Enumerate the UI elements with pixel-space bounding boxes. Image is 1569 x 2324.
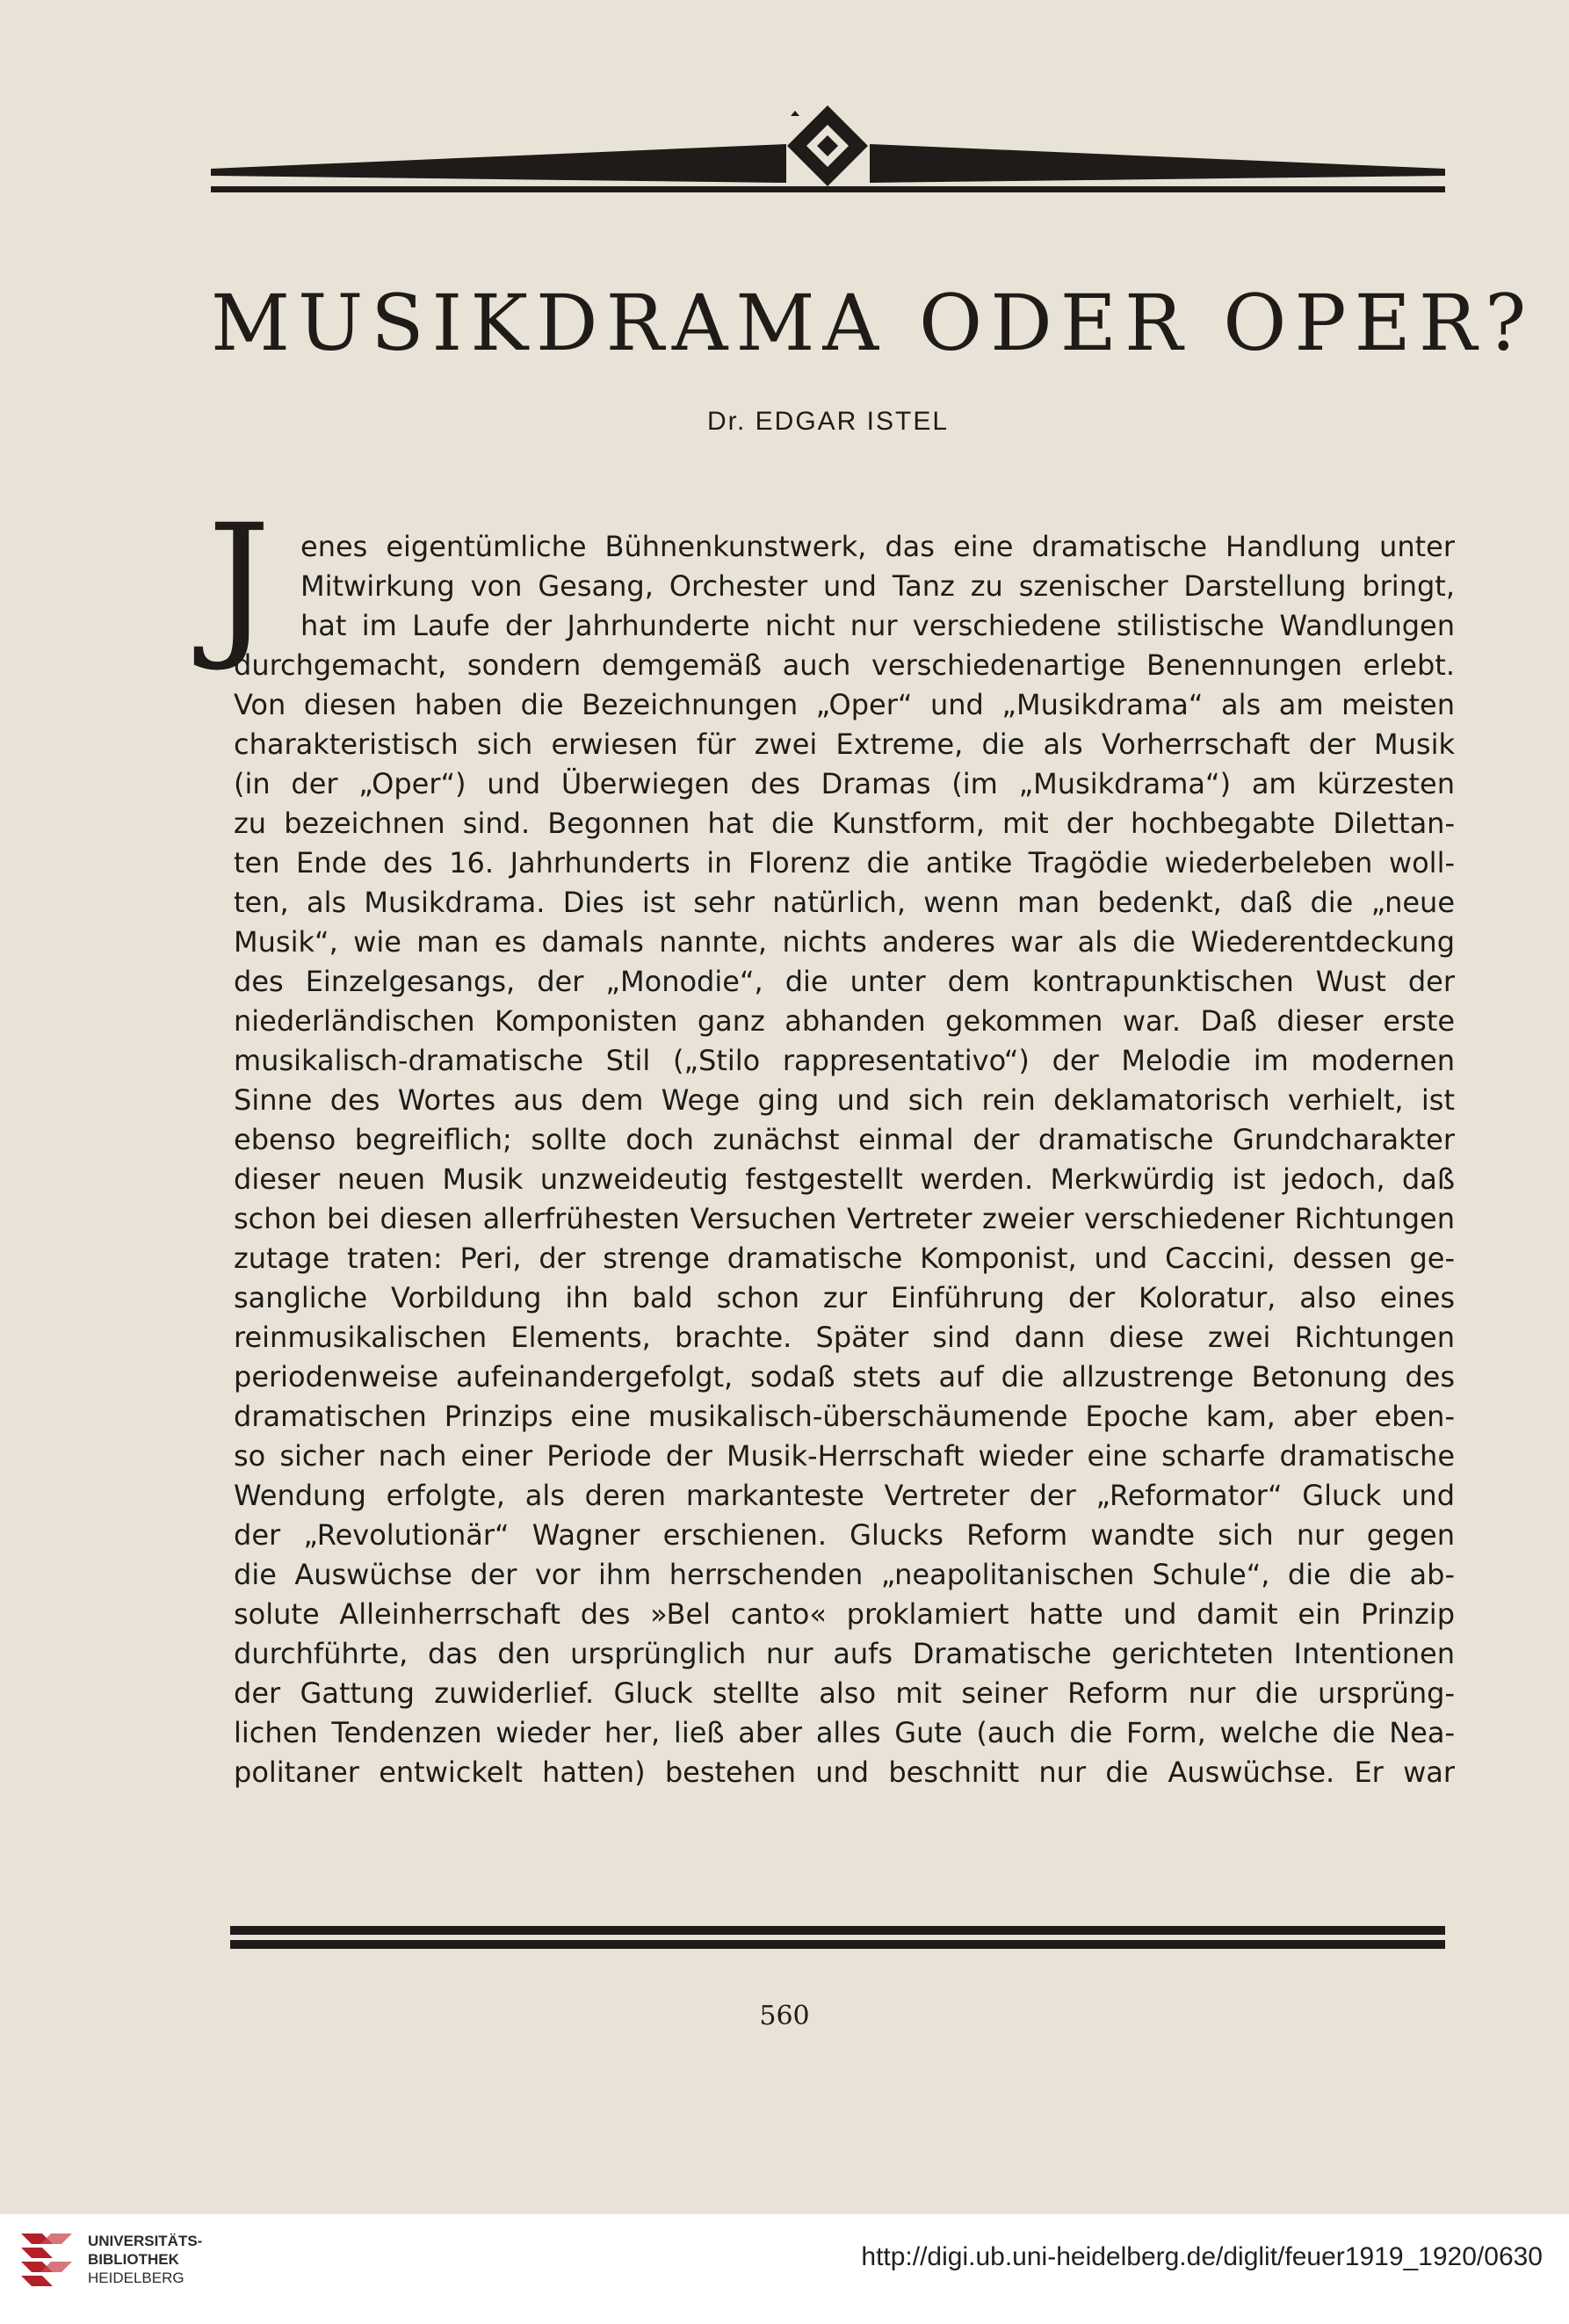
text-line: hat im Laufe der Jahrhunderte nicht nur verschiedene stilistische Wandlungen <box>300 609 1455 642</box>
text-line: reinmusikalischen Elements, brachte. Später sind dann diese zwei Richtungen <box>234 1321 1455 1354</box>
text-line: zu bezeichnen sind. Begonnen hat die Kunstform, mit der hochbegabte Dilettan- <box>234 807 1455 840</box>
text-line: der „Revolutionär“ Wagner erschienen. Glucks Reform wandte sich nur gegen <box>234 1518 1455 1552</box>
text-line: ebenso begreiflich; sollte doch zunächst einmal der dramatische Grundcharakter <box>234 1123 1455 1156</box>
text-line: dramatischen Prinzips eine musikalisch-überschäumende Epoche kam, aber eben- <box>234 1400 1455 1433</box>
text-line: der Gattung zuwiderlief. Gluck stellte also mit seiner Reform nur die ursprüng- <box>234 1676 1455 1710</box>
text-line: niederländischen Komponisten ganz abhanden gekommen war. Daß dieser erste <box>234 1004 1455 1038</box>
library-name-line: UNIVERSITÄTS- <box>88 2233 203 2249</box>
text-line: dieser neuen Musik unzweideutig festgestellt werden. Merkwürdig ist jedoch, daß <box>234 1162 1455 1196</box>
text-line: so sicher nach einer Periode der Musik-Herrschaft wieder eine scharfe dramatische <box>234 1439 1455 1473</box>
text-line: sangliche Vorbildung ihn bald schon zur Einführung der Koloratur, also eines <box>234 1281 1455 1314</box>
text-line: periodenweise aufeinandergefolgt, sodaß stets auf die allzustrenge Betonung des <box>234 1360 1455 1394</box>
text-line: musikalisch-dramatische Stil („Stilo rappresentativo“) der Melodie im modernen <box>234 1044 1455 1077</box>
article-title: MUSIKDRAMA ODER OPER? <box>211 278 1535 368</box>
article-body <box>207 491 1455 1792</box>
source-url-link[interactable]: http://digi.ub.uni-heidelberg.de/diglit/feuer1919_1920/0630 <box>861 2242 1543 2271</box>
text-line: lichen Tendenzen wieder her, ließ aber alles Gute (auch die Form, welche die Nea- <box>234 1716 1455 1749</box>
text-line: Wendung erfolgte, als deren markanteste Vertreter der „Reformator“ Gluck und <box>234 1479 1455 1512</box>
library-logo-icon <box>16 2226 79 2290</box>
text-line: zutage traten: Peri, der strenge dramatische Komponist, und Caccini, dessen ge- <box>234 1242 1455 1275</box>
text-line: charakteristisch sich erwiesen für zwei Extreme, die als Vorherrschaft der Musik <box>234 728 1455 761</box>
text-line: ten Ende des 16. Jahrhunderts in Florenz die antike Tragödie wiederbeleben woll- <box>234 846 1455 880</box>
drop-cap: J <box>207 491 271 675</box>
text-line: durchgemacht, sondern demgemäß auch verschiedenartige Benennungen erlebt. <box>234 648 1455 682</box>
text-line: die Auswüchse der vor ihm herrschenden „neapolitanischen Schule“, die die ab- <box>234 1558 1455 1591</box>
footer-rule <box>230 1924 1445 1951</box>
text-line: schon bei diesen allerfrühesten Versuchen Vertreter zweier verschiedener Richtungen <box>234 1202 1455 1235</box>
text-line: (in der „Oper“) und Überwiegen des Dramas (im „Musikdrama“) am kürzesten <box>234 767 1455 800</box>
text-line: Sinne des Wortes aus dem Wege ging und sich rein deklamatorisch verhielt, ist <box>234 1083 1455 1117</box>
text-line: politaner entwickelt hatten) bestehen und beschnitt nur die Auswüchse. Er war <box>234 1756 1455 1789</box>
library-name-line: HEIDELBERG <box>88 2270 184 2286</box>
library-name-line: BIBLIOTHEK <box>88 2251 179 2268</box>
text-line: des Einzelgesangs, der „Monodie“, die unter dem kontrapunktischen Wust der <box>234 965 1455 998</box>
text-line: Mitwirkung von Gesang, Orchester und Tanz zu szenischer Darstellung bringt, <box>300 569 1455 603</box>
text-line: durchführte, das den ursprünglich nur aufs Dramatische gerichteten Intentionen <box>234 1637 1455 1670</box>
text-line: Von diesen haben die Bezeichnungen „Oper“ und „Musikdrama“ als am meisten <box>234 688 1455 721</box>
text-line: Musik“, wie man es damals nannte, nichts anderes war als die Wiederentdeckung <box>234 925 1455 959</box>
text-line: solute Alleinherrschaft des »Bel canto« proklamiert hatte und damit ein Prinzip <box>234 1597 1455 1631</box>
article-author: Dr. EDGAR ISTEL <box>706 407 950 436</box>
text-line: enes eigentümliche Bühnenkunstwerk, das eine dramatische Handlung unter <box>300 530 1455 563</box>
page-number: 560 <box>759 2001 810 2031</box>
library-name <box>88 2232 202 2287</box>
text-line: ten, als Musikdrama. Dies ist sehr natürlich, wenn man bedenkt, daß die „neue <box>234 886 1455 919</box>
header-ornament <box>211 98 1445 195</box>
